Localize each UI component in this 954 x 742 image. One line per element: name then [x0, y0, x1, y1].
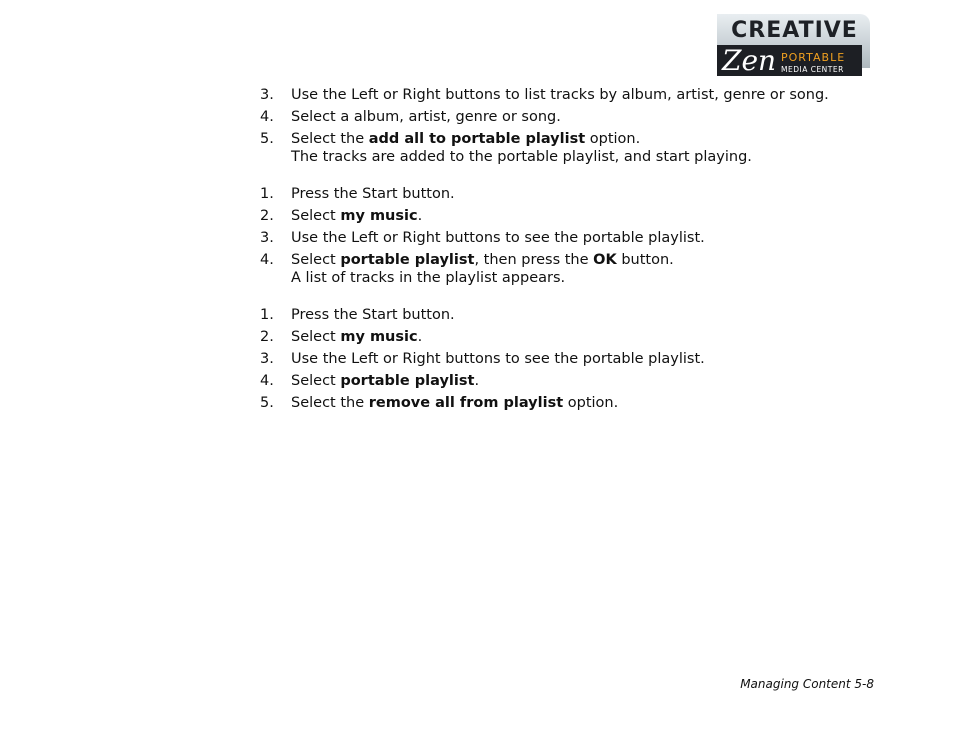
- step-number: 5.: [260, 395, 274, 411]
- logo-line2-text: MEDIA CENTER: [781, 65, 844, 74]
- step-number: 5.: [260, 131, 274, 147]
- list-item: [260, 183, 880, 205]
- steps-list-remove-all: [260, 304, 880, 414]
- step-text-continued: option.: [563, 395, 619, 411]
- steps-list-add-all: [260, 84, 880, 168]
- step-number: 3.: [260, 230, 274, 246]
- step-text: Use the Left or Right buttons to list tracks by album, artist, genre or song.: [291, 87, 829, 103]
- step-text: Select the: [291, 395, 369, 411]
- list-item: [260, 304, 880, 326]
- step-number: 4.: [260, 252, 274, 268]
- document-body: [260, 84, 880, 429]
- step-bold-term: portable playlist: [340, 373, 475, 389]
- list-item: [260, 128, 880, 168]
- step-number: 4.: [260, 373, 274, 389]
- step-bold-term-2: OK: [593, 252, 617, 268]
- step-bold-term: remove all from playlist: [368, 395, 564, 411]
- step-bold-term: my music: [340, 329, 418, 345]
- step-result-note: The tracks are added to the portable playlist, and start playing.: [291, 149, 752, 165]
- list-item: [260, 392, 880, 414]
- step-text: Select: [291, 329, 341, 345]
- step-text-continued: .: [474, 373, 480, 389]
- list-item: [260, 348, 880, 370]
- list-item: [260, 205, 880, 227]
- step-result-note: A list of tracks in the playlist appears.: [291, 270, 566, 286]
- step-bold-term: my music: [340, 208, 418, 224]
- step-text: Press the Start button.: [291, 186, 455, 202]
- step-text: Use the Left or Right buttons to see the portable playlist.: [291, 351, 705, 367]
- creative-zen-logo: [717, 14, 870, 76]
- steps-list-view-playlist: [260, 183, 880, 289]
- step-number: 2.: [260, 208, 274, 224]
- list-item: [260, 326, 880, 348]
- logo-brand-text: CREATIVE: [731, 18, 858, 43]
- logo-product-text: Zen: [722, 44, 777, 77]
- step-text: Select: [291, 373, 341, 389]
- logo-side-bevel: [862, 45, 870, 68]
- page-footer: Managing Content 5-8: [740, 677, 874, 691]
- logo-line1-text: PORTABLE: [781, 51, 846, 64]
- step-number: 4.: [260, 109, 274, 125]
- step-bold-term: portable playlist: [340, 252, 475, 268]
- step-text: Select: [291, 252, 341, 268]
- step-text-end: button.: [616, 252, 674, 268]
- list-item: [260, 84, 880, 106]
- step-number: 3.: [260, 351, 274, 367]
- step-text-continued: option.: [585, 131, 641, 147]
- step-number: 1.: [260, 186, 274, 202]
- step-number: 3.: [260, 87, 274, 103]
- step-text: Select: [291, 208, 341, 224]
- step-text-continued: .: [417, 208, 423, 224]
- step-text-continued: .: [417, 329, 423, 345]
- step-bold-term: add all to portable playlist: [368, 131, 586, 147]
- step-text: Select a album, artist, genre or song.: [291, 109, 561, 125]
- step-text: Use the Left or Right buttons to see the portable playlist.: [291, 230, 705, 246]
- step-text: Press the Start button.: [291, 307, 455, 323]
- list-item: [260, 227, 880, 249]
- list-item: [260, 249, 880, 289]
- step-text: Select the: [291, 131, 369, 147]
- step-number: 1.: [260, 307, 274, 323]
- step-number: 2.: [260, 329, 274, 345]
- list-item: [260, 370, 880, 392]
- list-item: [260, 106, 880, 128]
- step-text-continued: , then press the: [474, 252, 594, 268]
